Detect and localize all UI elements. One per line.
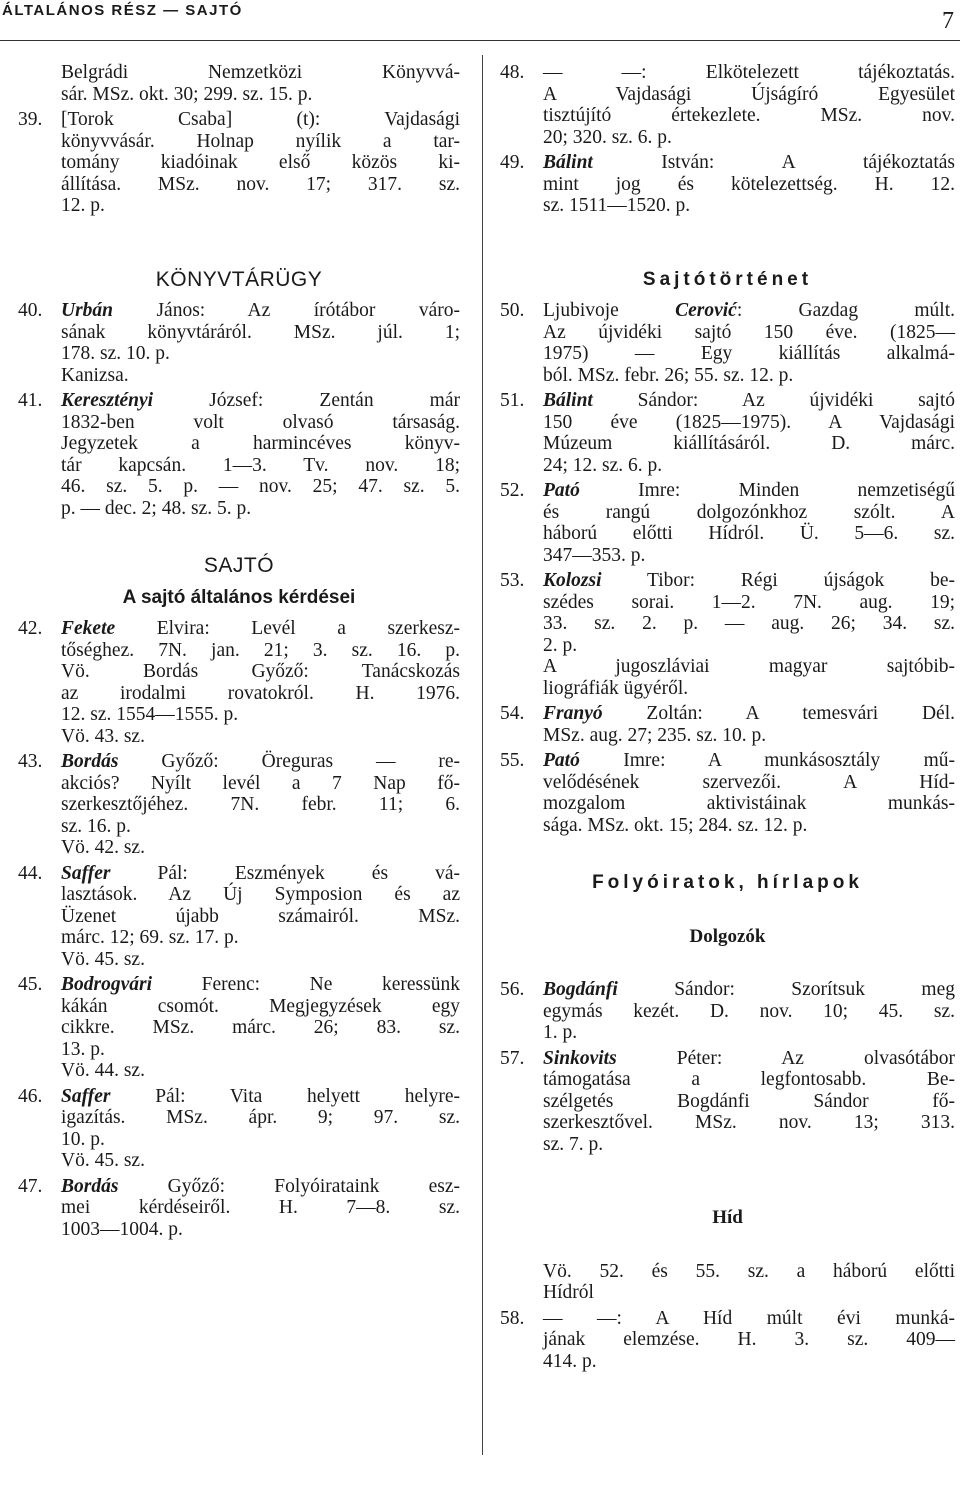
- entry-line: 12. p.: [61, 195, 105, 216]
- entry-author: Bodrogvári: [61, 974, 153, 995]
- entry-line: Üzenet újabb számairól. MSz.: [61, 905, 460, 927]
- subsection-title-hid: Híd: [712, 1207, 743, 1228]
- entry-line: szédes sorai. 1—2. 7N. aug. 19;: [543, 591, 955, 613]
- entry-43: [18, 751, 460, 859]
- entry-number: 43.: [18, 751, 43, 772]
- entry-54: [500, 703, 955, 746]
- entry-line: Franyó Zoltán: A temesvári Dél.: [543, 703, 955, 724]
- entry-line: állítása. MSz. nov. 17; 317. sz.: [61, 173, 460, 195]
- entry-author: Bordás: [61, 751, 119, 772]
- entry-line: Vö. 52. és 55. sz. a háború előtti: [543, 1260, 955, 1282]
- entry-number: 44.: [18, 862, 43, 884]
- entry-line: Az újvidéki sajtó 150 éve. (1825—: [543, 321, 955, 343]
- entry-line: 1975) — Egy kiállítás alkalmá-: [543, 343, 955, 364]
- entry-line: 20; 320. sz. 6. p.: [543, 126, 672, 148]
- entry-line: szélgetés Bogdánfi Sándor fő-: [543, 1090, 955, 1112]
- entry-line: Vö. 44. sz.: [61, 1060, 145, 1081]
- entry-line: Kolozsi Tibor: Régi újságok be-: [543, 570, 955, 591]
- entry-line: sz. 7. p.: [543, 1133, 604, 1155]
- entry-line: igazítás. MSz. ápr. 9; 97. sz.: [61, 1107, 460, 1128]
- entry-line: A Vajdasági Újságíró Egyesület: [543, 83, 955, 105]
- entry-author: Franyó: [543, 703, 603, 724]
- entry-author: Sinkovits: [543, 1047, 617, 1069]
- entry-line: és rangú dolgozónkhoz szólt. A: [543, 501, 955, 523]
- entry-line: 13. p.: [61, 1038, 105, 1060]
- entry-line: 414. p.: [543, 1350, 597, 1372]
- entry-51: [500, 390, 955, 476]
- entry-line: könyvvásár. Holnap nyílik a tar-: [61, 130, 460, 152]
- entry-48: [500, 62, 955, 148]
- entry-line: 1. p.: [543, 1022, 578, 1043]
- entry-line: szerkesztőjéhez. 7N. febr. 11; 6.: [61, 794, 460, 815]
- entry-38-continuation: [18, 62, 460, 105]
- entry-line: Sinkovits Péter: Az olvasótábor: [543, 1047, 955, 1069]
- entry-line: 12. sz. 1554—1555. p.: [61, 704, 239, 725]
- entry-line: 2. p.: [543, 634, 578, 656]
- entry-58: [500, 1308, 955, 1373]
- entry-line: Vö. 45. sz.: [61, 1150, 145, 1171]
- entry-50: [500, 300, 955, 386]
- entry-line: 24; 12. sz. 6. p.: [543, 454, 663, 476]
- entry-41: [18, 390, 460, 519]
- entry-line: — —: Elkötelezett tájékoztatás.: [543, 62, 955, 83]
- entry-line: Bodrogvári Ferenc: Ne keressünk: [61, 974, 460, 995]
- entry-author: Bálint: [543, 390, 593, 411]
- running-header-title: ÁLTALÁNOS RÉSZ — SAJTÓ: [2, 2, 243, 19]
- entry-number: 47.: [18, 1175, 43, 1197]
- entry-line: mint jog és kötelezettség. H. 12.: [543, 173, 955, 195]
- entry-line: szerkesztővel. MSz. nov. 13; 313.: [543, 1112, 955, 1133]
- entry-line: Bálint István: A tájékoztatás: [543, 152, 955, 173]
- entry-number: 40.: [18, 300, 43, 321]
- entry-line: — —: A Híd múlt évi munká-: [543, 1307, 955, 1329]
- entry-number: 56.: [500, 979, 525, 1000]
- section-title-folyoiratok: Folyóiratok, hírlapok: [592, 872, 863, 893]
- section-title-sajtotortenet: Sajtótörténet: [642, 268, 813, 290]
- entry-number: 42.: [18, 618, 43, 639]
- entry-line: háború előtti Hídról. Ü. 5—6. sz.: [543, 523, 955, 544]
- entry-line: 1832-ben volt olvasó társaság.: [61, 411, 460, 433]
- entry-line: mei kérdéseiről. H. 7—8. sz.: [61, 1197, 460, 1218]
- entry-line: Vö. 43. sz.: [61, 725, 145, 747]
- entry-55: [500, 750, 955, 836]
- entry-number: 49.: [500, 152, 525, 173]
- right-column: [500, 62, 955, 1376]
- entry-line: Saffer Pál: Eszmények és vá-: [61, 862, 460, 884]
- entry-line: mozgalom aktivistáinak munkás-: [543, 793, 955, 814]
- entry-number: 48.: [500, 62, 525, 83]
- entry-author: Keresztényi: [61, 390, 154, 411]
- entry-author: Bordás: [61, 1175, 119, 1197]
- entry-number: 51.: [500, 390, 525, 411]
- entry-author: Bálint: [543, 152, 593, 173]
- entry-45: [18, 974, 460, 1082]
- entry-49: [500, 152, 955, 217]
- entry-line: tisztújító értekezlete. MSz. nov.: [543, 105, 955, 126]
- entry-line: az irodalmi rovatokról. H. 1976.: [61, 682, 460, 704]
- entry-56: [500, 979, 955, 1044]
- section-title-konyvtarugy: KÖNYVTÁRÜGY: [155, 267, 323, 291]
- entry-number: 58.: [500, 1307, 525, 1329]
- entry-line: akciós? Nyílt levél a 7 Nap fő-: [61, 772, 460, 794]
- entry-author: Pató: [543, 480, 580, 501]
- entry-line: Jegyzetek a harmincéves könyv-: [61, 433, 460, 454]
- entry-46: [18, 1086, 460, 1172]
- entry-line: Kanizsa.: [61, 364, 129, 386]
- entry-line: Keresztényi József: Zentán már: [61, 390, 460, 411]
- entry-line: sának könyvtáráról. MSz. júl. 1;: [61, 321, 460, 343]
- column-divider: [482, 55, 483, 1455]
- entry-number: 39.: [18, 109, 43, 130]
- entry-line: sága. MSz. okt. 15; 284. sz. 12. p.: [543, 814, 808, 836]
- entry-47: [18, 1176, 460, 1241]
- entry-line: Bogdánfi Sándor: Szorítsuk meg: [543, 979, 955, 1000]
- entry-line: sz. 1511—1520. p.: [543, 195, 691, 216]
- entry-line: Pató Imre: Minden nemzetiségű: [543, 480, 955, 501]
- entry-number: 57.: [500, 1047, 525, 1069]
- entry-number: 41.: [18, 390, 43, 411]
- entry-line: Bordás Győző: Folyóirataink esz-: [61, 1175, 460, 1197]
- left-column: [18, 62, 460, 1244]
- entry-line: ból. MSz. febr. 26; 55. sz. 12. p.: [543, 364, 794, 386]
- entry-author: Urbán: [61, 300, 114, 321]
- entry-line: liográfiák ügyéről.: [543, 677, 689, 699]
- page-number: 7: [942, 8, 954, 34]
- entry-line: Múzeum kiállításáról. D. márc.: [543, 433, 955, 454]
- entry-line: Vö. Bordás Győző: Tanácskozás: [61, 661, 460, 682]
- entry-author: Saffer: [61, 1085, 111, 1107]
- entry-line: cikkre. MSz. márc. 26; 83. sz.: [61, 1017, 460, 1038]
- entry-line: Saffer Pál: Vita helyett helyre-: [61, 1085, 460, 1107]
- entry-57: [500, 1048, 955, 1156]
- entry-line: 10. p.: [61, 1128, 105, 1150]
- entry-line: márc. 12; 69. sz. 17. p.: [61, 927, 239, 948]
- entry-number: 55.: [500, 750, 525, 771]
- entry-44: [18, 863, 460, 971]
- entry-line: 150 éve (1825—1975). A Vajdasági: [543, 411, 955, 433]
- entry-line: 46. sz. 5. p. — nov. 25; 47. sz. 5.: [61, 476, 460, 497]
- entry-52: [500, 480, 955, 566]
- entry-42: [18, 618, 460, 747]
- entry-number: 54.: [500, 703, 525, 724]
- entry-line: lasztások. Az Új Symposion és az: [61, 884, 460, 905]
- entry-author: Kolozsi: [543, 570, 602, 591]
- entry-line: egymás kezét. D. nov. 10; 45. sz.: [543, 1000, 955, 1022]
- entry-author: Pató: [543, 750, 580, 771]
- entry-line: [Torok Csaba] (t): Vajdasági: [61, 109, 460, 130]
- entry-53: [500, 570, 955, 699]
- entry-line: Urbán János: Az írótábor váro-: [61, 300, 460, 321]
- entry-number: 50.: [500, 300, 525, 321]
- entry-line: sár. MSz. okt. 30; 299. sz. 15. p.: [61, 83, 313, 105]
- entry-line: p. — dec. 2; 48. sz. 5. p.: [61, 497, 252, 519]
- entry-line: Pató Imre: A munkásosztály mű-: [543, 750, 955, 771]
- running-header: [0, 0, 960, 41]
- entry-number: 45.: [18, 974, 43, 995]
- entry-line: Belgrádi Nemzetközi Könyvvá-: [61, 62, 460, 83]
- entry-author: Cerović: [675, 300, 737, 321]
- entry-line: Bálint Sándor: Az újvidéki sajtó: [543, 390, 955, 411]
- entry-line: MSz. aug. 27; 235. sz. 10. p.: [543, 724, 767, 746]
- entry-author: Fekete: [61, 618, 116, 639]
- entry-line: Vö. 42. sz.: [61, 837, 145, 858]
- subsection-title-dolgozok: Dolgozók: [689, 925, 766, 947]
- entry-line: 33. sz. 2. p. — aug. 26; 34. sz.: [543, 613, 955, 634]
- entry-line: tőséghez. 7N. jan. 21; 3. sz. 16. p.: [61, 639, 460, 661]
- entry-number: 53.: [500, 570, 525, 591]
- entry-line: tár kapcsán. 1—3. Tv. nov. 18;: [61, 454, 460, 476]
- entry-line: Fekete Elvira: Levél a szerkesz-: [61, 618, 460, 639]
- entry-line: Vö. 45. sz.: [61, 948, 145, 970]
- section-title-sajto: SAJTÓ: [203, 554, 275, 577]
- entry-line: 347—353. p.: [543, 544, 646, 566]
- entry-line: 1003—1004. p.: [61, 1218, 183, 1240]
- entry-40: [18, 300, 460, 386]
- entry-number: 52.: [500, 480, 525, 501]
- note-hid: [500, 1261, 955, 1304]
- entry-line: 178. sz. 10. p.: [61, 343, 170, 364]
- entry-line: sz. 16. p.: [61, 815, 131, 837]
- entry-author: Saffer: [61, 862, 111, 884]
- entry-line: támogatása a legfontosabb. Be-: [543, 1069, 955, 1090]
- entry-author: Bogdánfi: [543, 979, 618, 1000]
- entry-line: kákán csomót. Megjegyzések egy: [61, 995, 460, 1017]
- entry-number: 46.: [18, 1085, 43, 1107]
- entry-line: tomány kiadóinak első közös ki-: [61, 152, 460, 173]
- entry-39: [18, 109, 460, 217]
- entry-line: Ljubivoje Cerović: Gazdag múlt.: [543, 300, 955, 321]
- entry-line: Hídról: [543, 1282, 594, 1303]
- entry-line: A jugoszláviai magyar sajtóbib-: [543, 656, 955, 677]
- entry-line: jának elemzése. H. 3. sz. 409—: [543, 1329, 955, 1350]
- subsection-title-altalanos: A sajtó általános kérdései: [122, 586, 356, 608]
- entry-line: Bordás Győző: Öreguras — re-: [61, 751, 460, 772]
- entry-line: velődésének szervezői. A Híd-: [543, 771, 955, 793]
